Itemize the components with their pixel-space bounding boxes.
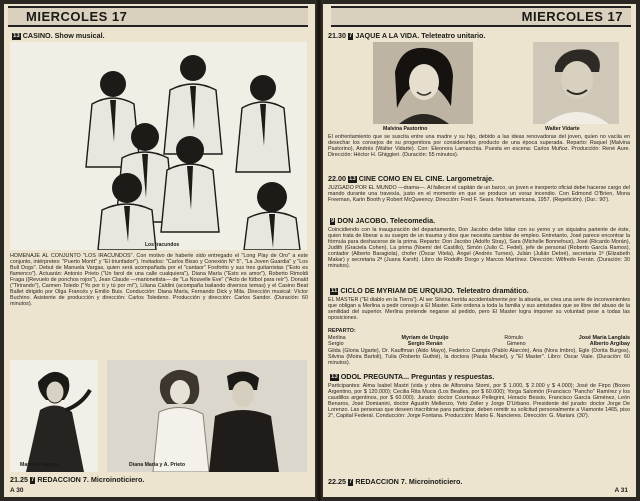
walter-vidarte-illustration: [533, 42, 619, 124]
malvina-pastorino-photo: [373, 42, 473, 124]
cine-heading: [328, 174, 494, 183]
walter-vidarte-photo: [533, 42, 619, 124]
channel-badge: 13: [349, 176, 356, 182]
cast-row: [328, 341, 630, 347]
cast-actor: Alberto Argibay: [589, 341, 630, 348]
diana-maria-prieto-caption: Diana María y A. Prieto: [129, 462, 186, 468]
band-photo-illustration: [10, 42, 307, 250]
redaccion-heading-left: [10, 475, 144, 484]
ciclo-cast-details: Gilda (Gloria Ugarte), Dr. Kauffman (Aldo Mayo), Federico Campis (Pablo Alarcón), Ana (Nora Imbro), Egle (Dorita Burgos), Silvina (Moira Bartoli), Tulia (Roberto Guthié), la doctora (Paula Maciel), y "El Master". Libro: Oscar Viale. (Duración: 60 minutos).: [328, 348, 630, 367]
ciclo-description: EL MASTER ("El diablo en la Tierra"). Al ser Silvina herida accidentalmente por la abuela, se crea una serie de inconvenientes que obligan a Merlina a pedir consejo a El Master. Este ordena a toda la familia y sus amistades que se libre del abuso de la senilidad del superior. Merlina pretende negarse al pedido, pero El Master logra imponer su voluntad pese a todas las oposiciones.: [328, 297, 630, 322]
cast-role: Sergio: [328, 341, 344, 348]
left-page: [4, 4, 315, 497]
left-page-header: [8, 6, 308, 27]
cast-actor: José María Langlais: [578, 335, 630, 341]
casino-description: HOMENAJE AL CONJUNTO "LOS IRACUNDOS". Con motivo de haberle sido entregado el "Long Play de Oro" a este conjunto, intérpretes: "Puerto Montt" y "El triunfador"). Invitados: "Carlos Bisso y Conexión N° 5", "La Joven Guardia" y "Los Bull Dogs". Debut de Manuela Vargas, quien será acompañada por el "cantaor" Fosforito y sus tres guitarristas ("Esto es flamenco"). Actuarán: Antonio Prieto ("Un farol de una calle cualquiera"), Diana María ("Esto es amor"), Roberto Rimoldi Fraga ((Revuelo de ponchos rojos"), Jean Claude —marionetista— de "La Nouvelle Eve" ("Acto de fútbol para reír"). Donald ("Tirirando"), Carmen Toledo ("Yo por ti y tú por mí"), Liliana Caldini (acompaña bailando diversos temas) y el Casino Beat Ballet dirigido por Olga Francés y Emilio Buis. Conducción: Diana María, Fernando Dick y Mila. Dirección musical: Víctor Buchino. Asistente de producción y dirección: Carlos Toledeno. Producción y dirección: Carlos Sandor. (Duración: 60 minutos).: [10, 253, 308, 308]
left-page-number: A 30: [10, 487, 24, 494]
cast-role: Merlina: [328, 335, 346, 341]
redaccion-heading-right: [328, 477, 462, 486]
jaque-description: El enfrentamiento que se suscita entre una madre y su hijo, debido a las ideas renovadoras del joven, quien no vacila en desechar los consejos de su progenitora por considerarlos producto de una época superada. Reparto: Raquel (Malvina Pastorino), Andrés (Walter Vidarte). Con: Eleonora Lamacchia. Puesta en escena: Carlos Muñoz. Producción: René Aure. Dirección: Héctor H. Ghiggieri. (Duración: 55 minutos).: [328, 134, 630, 159]
diana-maria-prieto-photo: [107, 360, 307, 472]
manuela-vargas-photo: [10, 360, 98, 472]
program-title: REDACCION 7. Microinoticiero.: [37, 475, 145, 484]
channel-badge: 7: [349, 479, 353, 485]
cast-list: [328, 335, 630, 347]
jacobo-description: Coincidiendo con la inauguración del departamento, Don Jacobo debe lidiar con su yerno y un siquiatra pariente de éste, quien trata de liberar a su suegro de un trauma y dice que necesita cambiar de empleo. Entretanto, José parece encontrar la fórmula para deshacerse de la prima. Reparto: Don Jacobo (Adolfo Stray), Sara (Michelle Bonnefoux), José (Ricardo Morán), Judith (Graciela Cohen), La prima (Noemí del Castillo), Simón (Julio C. Fedel), jefe de personal (Roberto García Ramos), contador (Alberto Baragiola), chofer (Óscar Vitela), Ángel (Andrés Turnes), Julián (Julián Debré), secretaria 1ª (Elizabeth Makar) y secretaria 2ª (Juana Karsh). Libro de Rodolfo Dorgo y Marcos Martínez. Dirección: Wilfredo Ferrán. (Duración: 30 minutos).: [328, 227, 630, 270]
band-photo-caption: Los Iracundos: [145, 242, 180, 248]
cast-role: Gimeno: [506, 341, 526, 348]
jaque-heading: [328, 31, 485, 40]
channel-badge: 9: [331, 218, 335, 224]
ciclo-heading: [328, 286, 529, 295]
cast-actor: Sergio Renán: [407, 341, 443, 348]
program-title: CASINO. Show musical.: [22, 31, 105, 40]
walter-vidarte-caption: Walter Vidarte: [545, 126, 580, 132]
casino-heading: [10, 31, 105, 40]
program-title: ODOL PREGUNTA... Preguntas y respuestas.: [340, 372, 495, 381]
manuela-vargas-caption: Manuela Vargas: [20, 462, 60, 468]
right-page: [323, 4, 636, 497]
manuela-vargas-illustration: [10, 360, 98, 472]
diana-maria-prieto-illustration: [107, 360, 307, 472]
odol-description: Participantes: Alma Isabel Mastri (vida y obra de Alfonsina Storni, por $ 1.000, $ 2.000 y $ 4.000); José de Firpo (Boxeo Argentino, por $ 120.000); Cecilia Rita Mucis (Los Beatles, por $ 60.000); Yorga Salomón (Francisco "Pancho" Ramírez y los caudillos argentinos, por $ 60.000). Jurado: doctor Courteaux Pellegrini, Horacio Bessio, Francisco García Giménez, León Benaros, José Domianini, doctor Agustín Mellenzo, Yeto Zeller y Jorge D'Urbano. Presidente del jurado: doctor Jorge De Lorenzo. Las personas que deseen inscribirse para participar, deben remitir su solicitud personalmente a Viamonte 1465, piso 2°, Capital Federal. Conducción: Jorge Fontana. Producción: Mario E. Nancieres. Dirección: G. Mariani. (30').: [328, 383, 630, 420]
channel-badge: 13: [13, 33, 20, 39]
time-slot: 21.25: [10, 475, 28, 484]
cine-description: JUZGADO POR EL MUNDO —drama—. Al fallecer el capitán de un barco, un joven e inexperto oficial debe hacerse cargo del mando durante una travesía, justo en el momento en que se produce un voraz incendio. Con Edmond O'Brien, Mona Freeman, Karin Booth y Robert McQueency. Dirección: Fred F. Sears. Norteamericana, 1957. (Repetición). (Dur.: 90').: [328, 185, 630, 204]
cast-actor: Myriam de Urquijo: [401, 335, 449, 341]
cast-label: REPARTO:: [328, 328, 356, 334]
time-slot: 22.25: [328, 477, 346, 486]
program-title: CINE COMO EN EL CINE. Largometraje.: [358, 174, 494, 183]
malvina-pastorino-caption: Malvina Pastorino: [383, 126, 428, 132]
odol-heading: [328, 372, 494, 381]
channel-badge: 11: [331, 288, 338, 294]
page-gutter: [315, 0, 323, 501]
program-title: DON JACOBO. Telecomedia.: [337, 216, 436, 225]
band-photo: [10, 42, 307, 250]
day-heading: MIERCOLES 17: [26, 9, 128, 24]
time-slot: 22.00: [328, 174, 346, 183]
malvina-pastorino-illustration: [373, 42, 473, 124]
cast-role: Rómulo: [504, 335, 523, 341]
right-page-number: A 31: [614, 487, 628, 494]
channel-badge: 7: [31, 477, 35, 483]
time-slot: 21.30: [328, 31, 346, 40]
right-page-header: [331, 6, 631, 27]
program-title: REDACCION 7. Microinoticiero.: [355, 477, 463, 486]
day-heading: MIERCOLES 17: [521, 9, 623, 24]
program-title: CICLO DE MYRIAM DE URQUIJO. Teleteatro dramático.: [340, 286, 529, 295]
jacobo-heading: [328, 216, 435, 225]
program-title: JAQUE A LA VIDA. Teleteatro unitario.: [355, 31, 486, 40]
channel-badge: 13: [331, 374, 338, 380]
channel-badge: 7: [349, 33, 353, 39]
